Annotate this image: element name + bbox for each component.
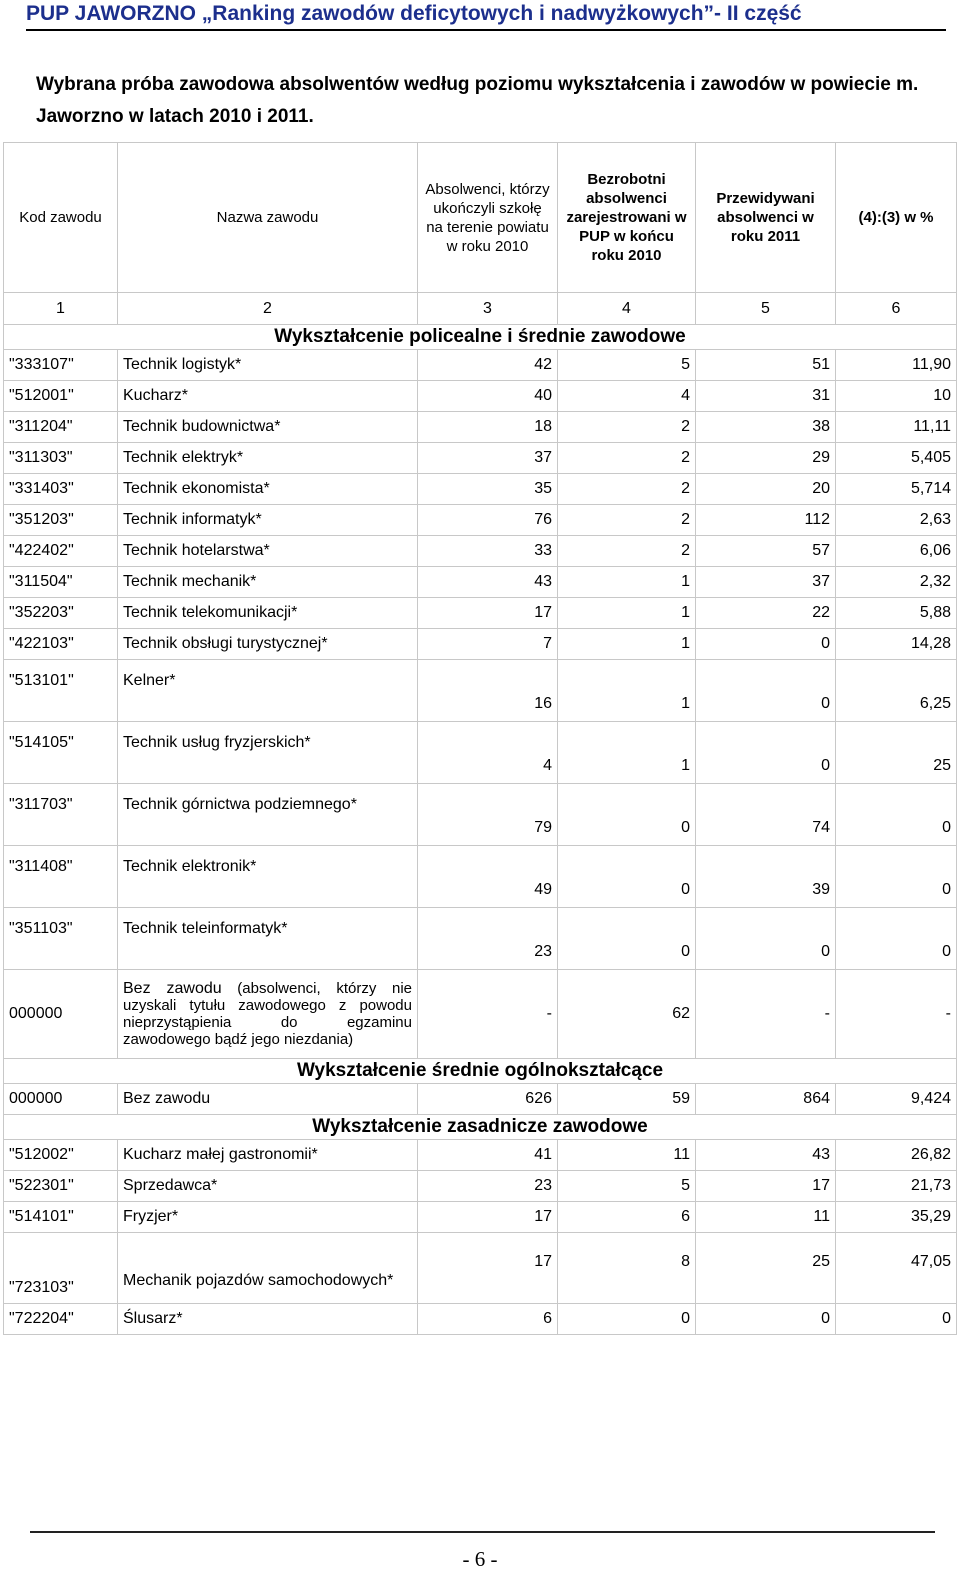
row-name: Kelner*	[118, 660, 418, 722]
col-header-bezrobotni: Bezrobotni absolwenci zarejestrowani w PUP w końcu roku 2010	[558, 143, 696, 293]
row-expected: 0	[696, 1304, 836, 1335]
row-graduates: 35	[418, 474, 558, 505]
table-row	[4, 629, 957, 660]
row-unemployed: 2	[558, 474, 696, 505]
row-code: 000000	[4, 1084, 118, 1115]
row-expected: 112	[696, 505, 836, 536]
header-row	[4, 143, 957, 293]
row-name: Fryzjer*	[118, 1202, 418, 1233]
row-expected: 0	[696, 629, 836, 660]
row-percent: 2,32	[836, 567, 957, 598]
table-row	[4, 1084, 957, 1115]
row-graduates: 41	[418, 1140, 558, 1171]
table-row	[4, 474, 957, 505]
row-unemployed: 0	[558, 1304, 696, 1335]
row-unemployed: 1	[558, 598, 696, 629]
row-unemployed: 1	[558, 629, 696, 660]
row-unemployed: 5	[558, 350, 696, 381]
row-code: 000000	[4, 970, 118, 1059]
row-graduates: 76	[418, 505, 558, 536]
row-code: "311303"	[4, 443, 118, 474]
page-number: - 6 -	[462, 1547, 498, 1571]
row-expected: 74	[696, 784, 836, 846]
row-name: Kucharz*	[118, 381, 418, 412]
table-row	[4, 598, 957, 629]
col-header-procent: (4):(3) w %	[836, 143, 957, 293]
row-percent: 5,88	[836, 598, 957, 629]
document-header-title: PUP JAWORZNO „Ranking zawodów deficytowych i nadwyżkowych”- II część	[26, 0, 946, 31]
col-header-absolwenci: Absolwenci, którzy ukończyli szkołę na terenie powiatu w roku 2010	[418, 143, 558, 293]
section-heading-policealne: Wykształcenie policealne i średnie zawodowe	[4, 325, 957, 350]
row-name: Bez zawodu	[118, 1084, 418, 1115]
table-row	[4, 1304, 957, 1335]
row-graduates: 23	[418, 1171, 558, 1202]
col-number: 5	[696, 293, 836, 325]
table-row	[4, 1171, 957, 1202]
row-expected: 0	[696, 722, 836, 784]
table-row	[4, 381, 957, 412]
row-percent: 0	[836, 846, 957, 908]
row-expected: 31	[696, 381, 836, 412]
row-expected: 22	[696, 598, 836, 629]
row-expected: 43	[696, 1140, 836, 1171]
row-name: Technik elektronik*	[118, 846, 418, 908]
row-percent: 14,28	[836, 629, 957, 660]
row-name: Technik logistyk*	[118, 350, 418, 381]
row-name: Technik górnictwa podziemnego*	[118, 784, 418, 846]
row-graduates: 17	[418, 1202, 558, 1233]
row-expected: 51	[696, 350, 836, 381]
column-number-row	[4, 293, 957, 325]
row-name: Technik teleinformatyk*	[118, 908, 418, 970]
row-graduates: 17	[418, 1233, 558, 1304]
row-percent: 25	[836, 722, 957, 784]
row-percent: 26,82	[836, 1140, 957, 1171]
row-unemployed: 8	[558, 1233, 696, 1304]
row-code: "512002"	[4, 1140, 118, 1171]
row-name-note: (absolwenci, którzy nie uzyskali tytułu zawodowego z powodu nieprzystąpienia do egzaminu zawodowego bądź jego niezdania)	[123, 980, 412, 1048]
table-row	[4, 350, 957, 381]
row-graduates: 7	[418, 629, 558, 660]
row-code: "422103"	[4, 629, 118, 660]
col-header-przewidywani: Przewidywani absolwenci w roku 2011	[696, 143, 836, 293]
row-expected: 37	[696, 567, 836, 598]
row-name-lead: Bez zawodu	[123, 980, 222, 997]
row-graduates: 37	[418, 443, 558, 474]
row-code: "351203"	[4, 505, 118, 536]
row-unemployed: 1	[558, 660, 696, 722]
row-name: Sprzedawca*	[118, 1171, 418, 1202]
row-code: "723103"	[4, 1233, 118, 1304]
row-code: "311504"	[4, 567, 118, 598]
row-graduates: -	[418, 970, 558, 1059]
row-code: "514101"	[4, 1202, 118, 1233]
col-number: 2	[118, 293, 418, 325]
row-code: "311204"	[4, 412, 118, 443]
row-name: Mechanik pojazdów samochodowych*	[118, 1233, 418, 1304]
row-graduates: 6	[418, 1304, 558, 1335]
row-expected: -	[696, 970, 836, 1059]
row-unemployed: 1	[558, 567, 696, 598]
row-name: Technik mechanik*	[118, 567, 418, 598]
row-code: "333107"	[4, 350, 118, 381]
row-expected: 25	[696, 1233, 836, 1304]
row-code: "422402"	[4, 536, 118, 567]
row-name: Technik usług fryzjerskich*	[118, 722, 418, 784]
row-unemployed: 5	[558, 1171, 696, 1202]
row-percent: 11,11	[836, 412, 957, 443]
graduates-table	[3, 142, 957, 1335]
row-expected: 38	[696, 412, 836, 443]
row-percent: 5,405	[836, 443, 957, 474]
row-percent: -	[836, 970, 957, 1059]
table-row	[4, 908, 957, 970]
row-name	[118, 970, 418, 1059]
row-expected: 17	[696, 1171, 836, 1202]
row-code: "722204"	[4, 1304, 118, 1335]
row-expected: 29	[696, 443, 836, 474]
row-unemployed: 4	[558, 381, 696, 412]
row-expected: 20	[696, 474, 836, 505]
table-row	[4, 1233, 957, 1304]
section-heading-zasadnicze: Wykształcenie zasadnicze zawodowe	[4, 1115, 957, 1140]
footer-divider	[30, 1531, 935, 1533]
col-number: 6	[836, 293, 957, 325]
row-name: Technik hotelarstwa*	[118, 536, 418, 567]
row-graduates: 4	[418, 722, 558, 784]
row-percent: 11,90	[836, 350, 957, 381]
row-graduates: 43	[418, 567, 558, 598]
row-expected: 39	[696, 846, 836, 908]
row-percent: 0	[836, 784, 957, 846]
row-expected: 0	[696, 908, 836, 970]
row-code: "352203"	[4, 598, 118, 629]
row-graduates: 49	[418, 846, 558, 908]
row-percent: 10	[836, 381, 957, 412]
row-code: "513101"	[4, 660, 118, 722]
row-name: Technik telekomunikacji*	[118, 598, 418, 629]
row-graduates: 79	[418, 784, 558, 846]
row-name: Technik informatyk*	[118, 505, 418, 536]
row-code: "311408"	[4, 846, 118, 908]
row-unemployed: 11	[558, 1140, 696, 1171]
row-name: Technik budownictwa*	[118, 412, 418, 443]
table-row	[4, 722, 957, 784]
row-name: Kucharz małej gastronomii*	[118, 1140, 418, 1171]
table-row	[4, 1202, 957, 1233]
row-percent: 6,06	[836, 536, 957, 567]
row-code: "522301"	[4, 1171, 118, 1202]
row-unemployed: 62	[558, 970, 696, 1059]
section-row	[4, 325, 957, 350]
row-percent: 21,73	[836, 1171, 957, 1202]
row-percent: 9,424	[836, 1084, 957, 1115]
row-unemployed: 2	[558, 505, 696, 536]
row-graduates: 18	[418, 412, 558, 443]
table-row	[4, 536, 957, 567]
row-unemployed: 0	[558, 846, 696, 908]
row-expected: 0	[696, 660, 836, 722]
row-unemployed: 6	[558, 1202, 696, 1233]
row-unemployed: 0	[558, 784, 696, 846]
table-row	[4, 443, 957, 474]
row-graduates: 626	[418, 1084, 558, 1115]
row-expected: 864	[696, 1084, 836, 1115]
table-row	[4, 567, 957, 598]
row-percent: 47,05	[836, 1233, 957, 1304]
section-row	[4, 1059, 957, 1084]
row-unemployed: 59	[558, 1084, 696, 1115]
row-unemployed: 2	[558, 536, 696, 567]
row-graduates: 16	[418, 660, 558, 722]
table-row	[4, 412, 957, 443]
row-code: "514105"	[4, 722, 118, 784]
row-percent: 2,63	[836, 505, 957, 536]
row-name: Technik elektryk*	[118, 443, 418, 474]
row-code: "512001"	[4, 381, 118, 412]
row-graduates: 17	[418, 598, 558, 629]
row-unemployed: 1	[558, 722, 696, 784]
row-name: Technik obsługi turystycznej*	[118, 629, 418, 660]
row-expected: 11	[696, 1202, 836, 1233]
col-number: 4	[558, 293, 696, 325]
col-header-kod: Kod zawodu	[4, 143, 118, 293]
row-percent: 6,25	[836, 660, 957, 722]
section-row	[4, 1115, 957, 1140]
col-number: 1	[4, 293, 118, 325]
row-graduates: 33	[418, 536, 558, 567]
row-unemployed: 2	[558, 443, 696, 474]
row-code: "351103"	[4, 908, 118, 970]
col-number: 3	[418, 293, 558, 325]
row-percent: 5,714	[836, 474, 957, 505]
table-row	[4, 784, 957, 846]
row-code: "331403"	[4, 474, 118, 505]
row-name: Technik ekonomista*	[118, 474, 418, 505]
table-row	[4, 660, 957, 722]
table-row	[4, 1140, 957, 1171]
col-header-nazwa: Nazwa zawodu	[118, 143, 418, 293]
row-unemployed: 2	[558, 412, 696, 443]
row-percent: 0	[836, 1304, 957, 1335]
row-unemployed: 0	[558, 908, 696, 970]
table-row	[4, 846, 957, 908]
row-graduates: 42	[418, 350, 558, 381]
row-graduates: 23	[418, 908, 558, 970]
table-row	[4, 505, 957, 536]
row-code: "311703"	[4, 784, 118, 846]
section-heading-ogolnoksztalcace: Wykształcenie średnie ogólnokształcące	[4, 1059, 957, 1084]
row-name: Ślusarz*	[118, 1304, 418, 1335]
row-percent: 35,29	[836, 1202, 957, 1233]
row-expected: 57	[696, 536, 836, 567]
table-caption: Wybrana próba zawodowa absolwentów według poziomu wykształcenia i zawodów w powiecie m. Jaworzno w latach 2010 i 2011.	[36, 74, 919, 127]
row-percent: 0	[836, 908, 957, 970]
row-graduates: 40	[418, 381, 558, 412]
table-row	[4, 970, 957, 1059]
